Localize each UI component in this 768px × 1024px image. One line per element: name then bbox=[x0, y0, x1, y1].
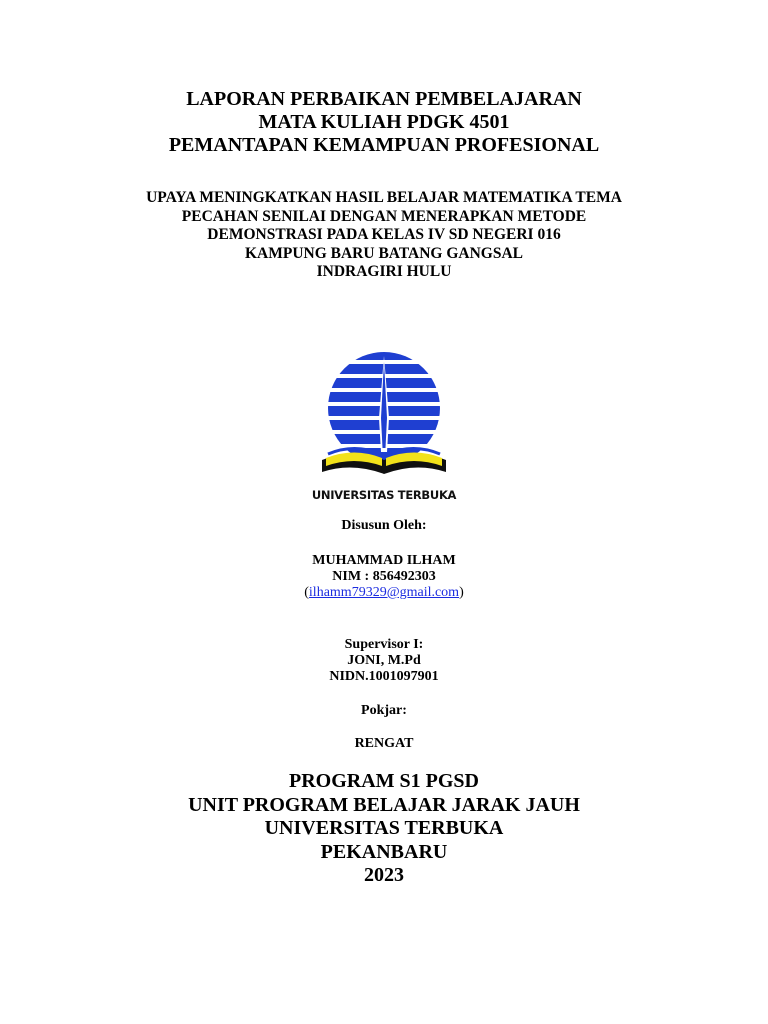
footer-line: 2023 bbox=[364, 864, 404, 886]
logo-caption: UNIVERSITAS TERBUKA bbox=[311, 488, 457, 502]
report-title-line: PEMANTAPAN KEMAMPUAN PROFESIONAL bbox=[168, 134, 600, 156]
footer-line: PROGRAM S1 PGSD bbox=[289, 770, 479, 792]
supervisor-label: Supervisor I: bbox=[344, 637, 424, 652]
pokjar-label: Pokjar: bbox=[361, 703, 407, 718]
research-title bbox=[0, 189, 768, 282]
pokjar-value: RENGAT bbox=[354, 736, 414, 751]
footer-line: UNIT PROGRAM BELAJAR JARAK JAUH bbox=[188, 793, 580, 816]
author-nim: NIM : 856492303 bbox=[332, 569, 436, 584]
author-info bbox=[0, 553, 768, 601]
supervisor-info bbox=[0, 637, 768, 685]
institution-footer bbox=[0, 770, 768, 888]
report-title-line: LAPORAN PERBAIKAN PEMBELAJARAN bbox=[186, 88, 582, 110]
supervisor-name: JONI, M.Pd bbox=[347, 653, 421, 668]
author-email-link[interactable]: ilhamm79329@gmail.com bbox=[308, 585, 460, 600]
supervisor-nidn: NIDN.1001097901 bbox=[329, 669, 439, 684]
research-title-line: KAMPUNG BARU BATANG GANGSAL bbox=[244, 244, 523, 262]
author-label: Disusun Oleh: bbox=[341, 518, 427, 533]
footer-line: PEKANBARU bbox=[320, 840, 448, 863]
research-title-line: PECAHAN SENILAI DENGAN MENERAPKAN METODE bbox=[181, 207, 587, 225]
footer-line: UNIVERSITAS TERBUKA bbox=[264, 817, 504, 839]
universitas-terbuka-logo-icon bbox=[308, 348, 460, 484]
author-email-line bbox=[0, 585, 768, 601]
university-logo bbox=[308, 348, 460, 506]
research-title-line: UPAYA MENINGKATKAN HASIL BELAJAR MATEMATIKA TEMA bbox=[146, 189, 622, 206]
research-title-line: INDRAGIRI HULU bbox=[316, 263, 452, 280]
email-close-paren: ) bbox=[459, 585, 464, 600]
report-title-line: MATA KULIAH PDGK 4501 bbox=[258, 111, 510, 133]
research-title-line: DEMONSTRASI PADA KELAS IV SD NEGERI 016 bbox=[207, 226, 561, 243]
report-title bbox=[0, 88, 768, 157]
email-open-paren: ( bbox=[304, 585, 309, 600]
author-name: MUHAMMAD ILHAM bbox=[312, 553, 456, 568]
